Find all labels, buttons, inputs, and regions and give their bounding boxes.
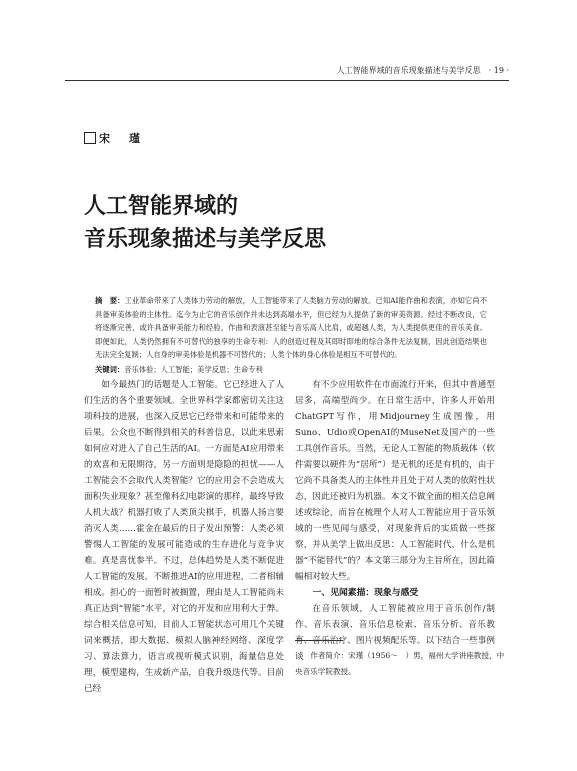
running-header	[65, 64, 509, 81]
body-paragraph-2: 有不少应用软件在市面流行开来，但其中普通型居多，高端型尚少。在日常生活中，许多人开始用ChatGPT写作，用Midjourney生成图像，用Suno、Udio或OpenAI的MuseNet及国产的一些工具创作音乐。当然，无论人工智能的物质载体（软件需要以硬件为“居所”）是无机的还是有机的，由于它尚不具备类人的主体性并且处于对人类的依附性状态，因此还被归为机器。本文不做全面的相关信息阐述或综论，而旨在梳理个人对人工智能应用于音乐领域的一些见闻与感受，对现象背后的实质做一些探察，并从美学上做出反思：人工智能时代，什么是机器“不能替代”的？本文第三部分为主旨所在，因此篇幅相对较大些。	[295, 380, 495, 582]
abstract-text: 工业革命带来了人类体力劳动的解放，人工智能带来了人类脑力劳动的解放。已知AI能作曲和表演，亦知它尚不具备审美体验的主体性。迄今为止它的音乐创作并未达到高端水平，但已经为人提供了新的审美资源。经过不断改良，它将逐渐完善，或许具备审美能力和经验，作曲和表演甚至能与音乐高人比肩，或超越人类，为人类提供更佳的音乐美食。即便如此，人类仍然拥有不可替代的独享的生命专利：人的创造过程及其即时即地的综合条件无法复制，因此创造结果也无法完全复制；人自身的审美体验是机器不可替代的；人类个体的身心体验是相互不可替代的。	[95, 296, 487, 360]
keywords	[95, 363, 487, 377]
keywords-text: 音乐体验；人工智能；美学反思；生命专利	[124, 364, 263, 374]
author-name: 宋 瑾	[99, 132, 144, 145]
article-title	[84, 190, 326, 256]
running-title: 人工智能界域的音乐现象描述与美学反思 · 19 ·	[336, 66, 509, 75]
section-heading: 一、见闻素描：现象与感受	[312, 588, 419, 598]
keywords-label: 关键词：	[95, 364, 125, 374]
body-column-left	[84, 377, 284, 697]
title-line-1: 人工智能界域的	[84, 194, 239, 219]
abstract-block	[95, 294, 487, 377]
author-footnote: 作者简介：宋瑾（1956～ ）男，福州大学讲座教授，中央音乐学院教授。	[295, 651, 505, 676]
body-paragraph-3: 在音乐领域，人工智能被应用于音乐创作/制作、音乐表演、音乐信息检索、音乐分析、音乐教育、音乐治疗、图片视频配乐等。以下结合一些事例谈	[295, 604, 495, 662]
author-box-icon	[84, 132, 96, 144]
body-paragraph-1: 如今最热门的话题是人工智能。它已经进入了人们生活的各个重要领域。全世界科学家都密切关注这项科技的进展，也深入反思它已经带来和可能带来的后果。公众也不断得到相关的科普信息，以此来思索如何应对进入了自己生活的AI。一方面是AI应用带来的欢喜和无限期待，另一方面则是隐隐的担忧——人工智能会不会取代人类智能？它的应用会不会造成大面积失业现象？甚至像科幻电影演的那样，最终导致人机大战？机器打败了人类顶尖棋手，机器人扬言要消灭人类……霍金在最后的日子发出预警：人类必须警惕人工智能的发展可能造成的生存进化与竞争灾难。真是喜忧参半。不过，总体趋势是人类不断促进人工智能的发展，不断推进AI的应用进程，二者相辅相成。担心的一面暂时被搁置，理由是人工智能尚未真正达到“智能”水平，对它的开发和应用利大于弊。综合相关信息可知，目前人工智能状态可用几个关键词来概括，即大数据、模拟人脑神经网络、深度学习、算法算力，语言或视听模式识别，海量信息处理，模型建构，生成新产品，自我升级迭代等。目前已经	[84, 380, 284, 694]
abstract	[95, 294, 487, 362]
footnote-divider	[295, 640, 343, 641]
author-line	[84, 130, 144, 146]
abstract-label: 摘 要：	[95, 296, 125, 305]
title-line-2: 音乐现象描述与美学反思	[84, 227, 327, 252]
body-column-right	[295, 377, 495, 665]
